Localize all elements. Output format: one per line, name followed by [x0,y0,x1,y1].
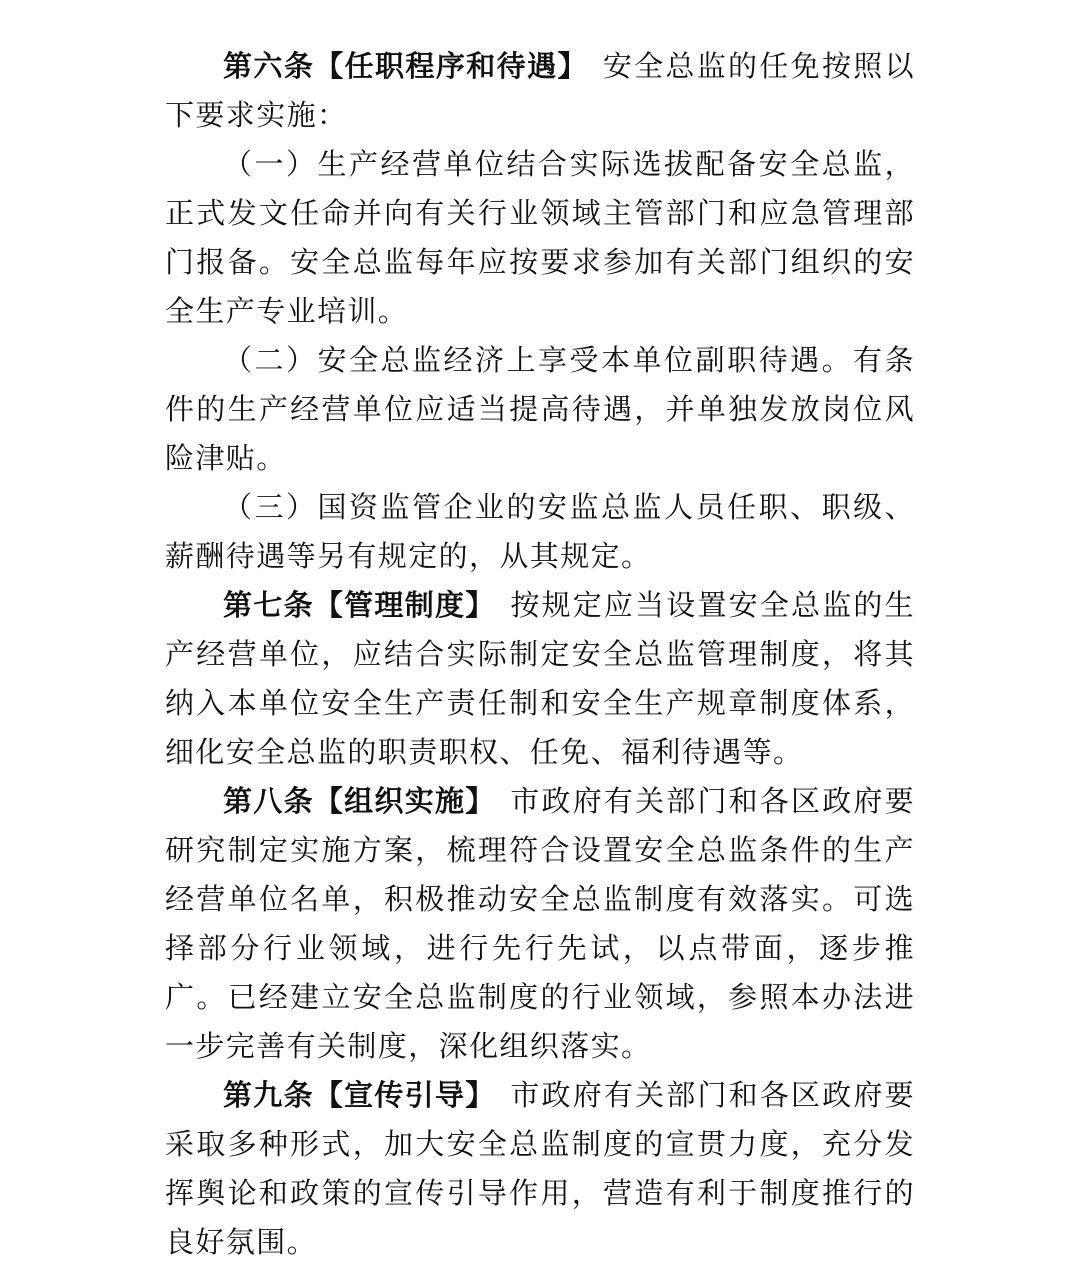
article-6-item-1-text: （一）生产经营单位结合实际选拔配备安全总监，正式发文任命并向有关行业领域主管部门和应急管理部门报备。安全总监每年应按要求参加有关部门组织的安全生产专业培训。 [165,147,915,328]
article-6-item-1 [165,140,915,336]
article-8-paragraph [165,777,915,1071]
article-6-paragraph [165,42,915,140]
article-7-body: 按规定应当设置安全总监的生产经营单位，应结合实际制定安全总监管理制度，将其纳入本单位安全生产责任制和安全生产规章制度体系，细化安全总监的职责职权、任免、福利待遇等。 [165,588,915,769]
article-6-item-3-text: （三）国资监管企业的安监总监人员任职、职级、薪酬待遇等另有规定的，从其规定。 [165,490,915,573]
article-8-body: 市政府有关部门和各区政府要研究制定实施方案，梳理符合设置安全总监条件的生产经营单位名单，积极推动安全总监制度有效落实。可选择部分行业领域，进行先行先试，以点带面，逐步推广。已经建立安全总监制度的行业领域，参照本办法进一步完善有关制度，深化组织落实。 [165,784,915,1063]
article-6-item-2-text: （二）安全总监经济上享受本单位副职待遇。有条件的生产经营单位应适当提高待遇，并单独发放岗位风险津贴。 [165,343,915,475]
article-6-heading: 第六条【任职程序和待遇】 [223,49,588,83]
article-6-item-3 [165,483,915,581]
article-9-paragraph [165,1071,915,1267]
document-page [165,42,915,1267]
article-9-body: 市政府有关部门和各区政府要采取多种形式，加大安全总监制度的宣贯力度，充分发挥舆论和政策的宣传引导作用，营造有利于制度推行的良好氛围。 [165,1078,915,1259]
article-7-heading: 第七条【管理制度】 [223,588,496,622]
article-7-paragraph [165,581,915,777]
article-8-heading: 第八条【组织实施】 [223,784,496,818]
article-6-item-2 [165,336,915,483]
article-9-heading: 第九条【宣传引导】 [223,1078,496,1112]
article-6-body: 安全总监的任免按照以下要求实施： [165,49,915,132]
